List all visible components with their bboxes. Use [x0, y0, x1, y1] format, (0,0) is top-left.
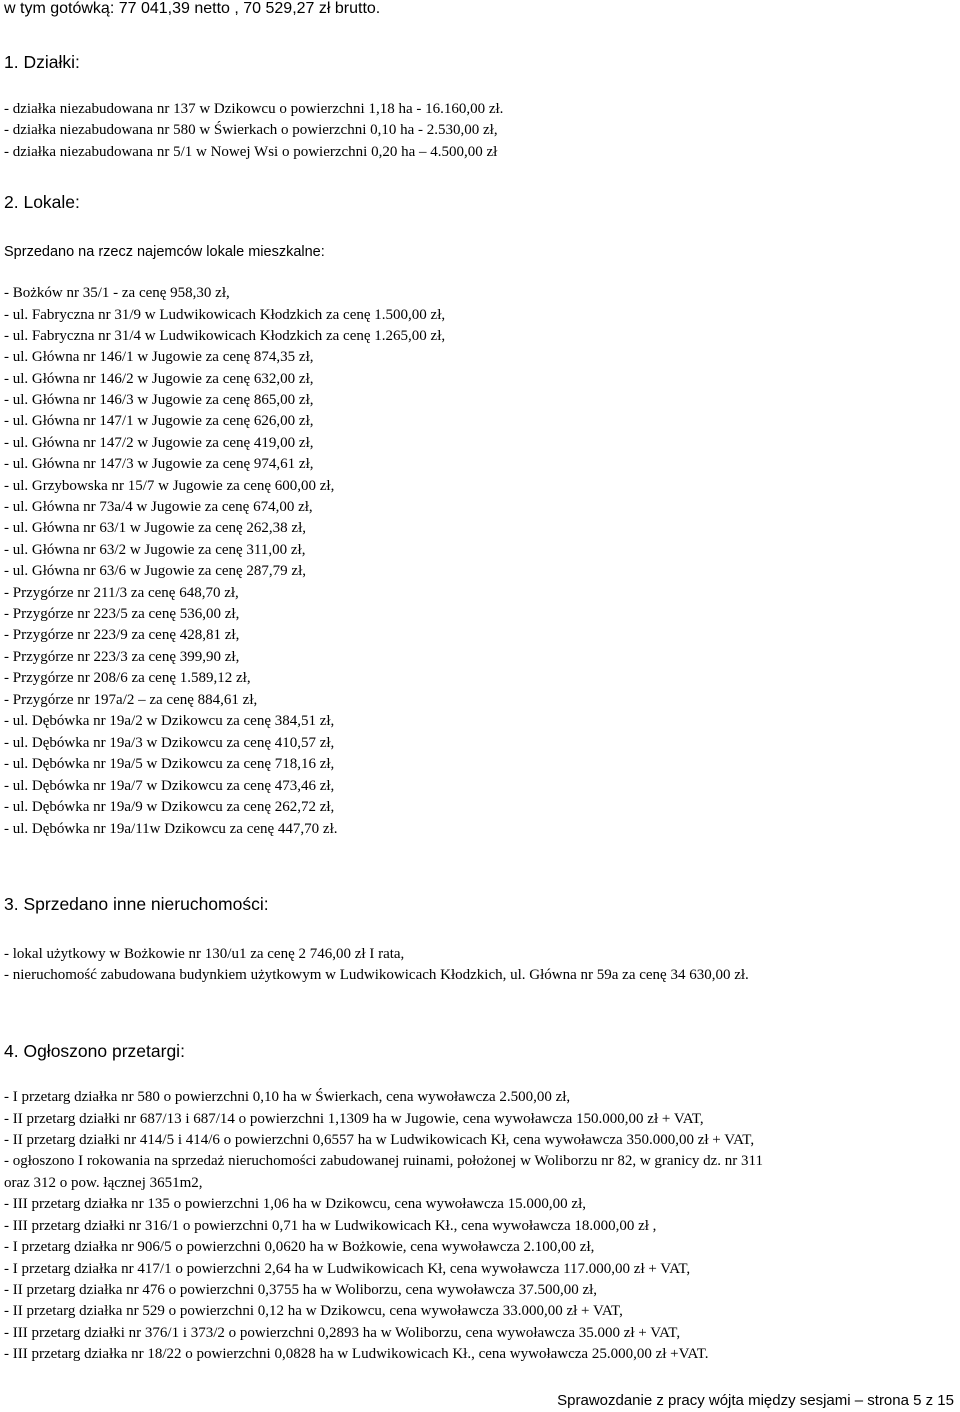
section-2-item: - ul. Dębówka nr 19a/7 w Dzikowcu za cenę 473,46 zł,	[4, 778, 335, 794]
section-2-item: - ul. Dębówka nr 19a/3 w Dzikowcu za cenę 410,57 zł,	[4, 735, 335, 751]
section-4-item: - II przetarg działki nr 414/5 i 414/6 o powierzchni 0,6557 ha w Ludwikowicach Kł, cena wywoławcza 350.000,00 zł + VAT,	[4, 1132, 755, 1148]
section-4-item: - I przetarg działka nr 906/5 o powierzchni 0,0620 ha w Bożkowie, cena wywoławcza 2.100,00 zł,	[4, 1239, 595, 1255]
section-2-item: - ul. Główna nr 147/2 w Jugowie za cenę 419,00 zł,	[4, 435, 314, 451]
section-2-item: - ul. Główna nr 63/1 w Jugowie za cenę 262,38 zł,	[4, 520, 307, 536]
section-2-item: - Przygórze nr 223/5 za cenę 536,00 zł,	[4, 606, 240, 622]
section-4-item: oraz 312 o pow. łącznej 3651m2,	[4, 1175, 203, 1191]
section-4-item: - III przetarg działka nr 18/22 o powierzchni 0,0828 ha w Ludwikowicach Kł., cena wywoławcza 25.000,00 zł +VAT.	[4, 1346, 709, 1362]
section-1-item: - działka niezabudowana nr 580 w Świerkach o powierzchni 0,10 ha - 2.530,00 zł,	[4, 122, 498, 138]
page-footer: Sprawozdanie z pracy wójta między sesjami – strona 5 z 15	[557, 1392, 954, 1409]
section-2-item: - Przygórze nr 208/6 za cenę 1.589,12 zł,	[4, 670, 251, 686]
section-2-item: - ul. Główna nr 63/6 w Jugowie za cenę 287,79 zł,	[4, 563, 307, 579]
intro-text: w tym gotówką: 77 041,39 netto , 70 529,27 zł brutto.	[4, 0, 381, 17]
section-4-item: - ogłoszono I rokowania na sprzedaż nieruchomości zabudowanej ruinami, położonej w Woliborzu nr 82, w granicy dz. nr 311	[4, 1153, 763, 1169]
section-2-item: - ul. Dębówka nr 19a/5 w Dzikowcu za cenę 718,16 zł,	[4, 756, 335, 772]
section-2-item: - ul. Dębówka nr 19a/2 w Dzikowcu za cenę 384,51 zł,	[4, 713, 335, 729]
section-2-item: - ul. Dębówka nr 19a/11w Dzikowcu za cenę 447,70 zł.	[4, 821, 338, 837]
section-4-item: - II przetarg działka nr 476 o powierzchni 0,3755 ha w Woliborzu, cena wywoławcza 37.500,00 zł,	[4, 1282, 598, 1298]
section-2-item: - ul. Fabryczna nr 31/9 w Ludwikowicach Kłodzkich za cenę 1.500,00 zł,	[4, 307, 446, 323]
section-2-item: - ul. Grzybowska nr 15/7 w Jugowie za cenę 600,00 zł,	[4, 478, 335, 494]
section-2-item: - ul. Główna nr 73a/4 w Jugowie za cenę 674,00 zł,	[4, 499, 313, 515]
section-4-item: - III przetarg działki nr 376/1 i 373/2 o powierzchni 0,2893 ha w Woliborzu, cena wywoławcza 35.000 zł + VAT,	[4, 1325, 681, 1341]
section-2-item: - ul. Fabryczna nr 31/4 w Ludwikowicach Kłodzkich za cenę 1.265,00 zł,	[4, 328, 446, 344]
section-4-item: - II przetarg działka nr 529 o powierzchni 0,12 ha w Dzikowcu, cena wywoławcza 33.000,00 zł + VAT,	[4, 1303, 623, 1319]
section-1-heading: 1. Działki:	[4, 52, 80, 72]
section-2-item: - ul. Główna nr 147/3 w Jugowie za cenę 974,61 zł,	[4, 456, 314, 472]
section-2-item: - Przygórze nr 223/9 za cenę 428,81 zł,	[4, 627, 240, 643]
section-2-item: - ul. Główna nr 146/1 w Jugowie za cenę 874,35 zł,	[4, 349, 314, 365]
section-2-item: - ul. Główna nr 146/2 w Jugowie za cenę 632,00 zł,	[4, 371, 314, 387]
section-2-item: - Bożków nr 35/1 - za cenę 958,30 zł,	[4, 285, 230, 301]
section-4-item: - III przetarg działki nr 316/1 o powierzchni 0,71 ha w Ludwikowicach Kł., cena wywoławcza 18.000,00 zł ,	[4, 1218, 657, 1234]
section-1-item: - działka niezabudowana nr 137 w Dzikowcu o powierzchni 1,18 ha - 16.160,00 zł.	[4, 101, 504, 117]
section-3-heading: 3. Sprzedano inne nieruchomości:	[4, 894, 269, 914]
section-2-item: - ul. Główna nr 63/2 w Jugowie za cenę 311,00 zł,	[4, 542, 306, 558]
section-1-item: - działka niezabudowana nr 5/1 w Nowej Wsi o powierzchni 0,20 ha – 4.500,00 zł	[4, 144, 498, 160]
section-2-item: - Przygórze nr 211/3 za cenę 648,70 zł,	[4, 585, 239, 601]
section-2-item: - Przygórze nr 223/3 za cenę 399,90 zł,	[4, 649, 240, 665]
section-2-heading: 2. Lokale:	[4, 192, 80, 212]
section-4-item: - I przetarg działka nr 580 o powierzchni 0,10 ha w Świerkach, cena wywoławcza 2.500,00 zł,	[4, 1089, 571, 1105]
section-3-item: - nieruchomość zabudowana budynkiem użytkowym w Ludwikowicach Kłodzkich, ul. Główna nr 59a za cenę 34 630,00 zł.	[4, 967, 749, 983]
section-2-item: - Przygórze nr 197a/2 – za cenę 884,61 zł,	[4, 692, 258, 708]
section-4-item: - II przetarg działki nr 687/13 i 687/14 o powierzchni 1,1309 ha w Jugowie, cena wywoławcza 150.000,00 zł + VAT,	[4, 1111, 704, 1127]
section-4-item: - I przetarg działka nr 417/1 o powierzchni 2,64 ha w Ludwikowicach Kł, cena wywoławcza 117.000,00 zł + VAT,	[4, 1261, 691, 1277]
section-2-item: - ul. Główna nr 147/1 w Jugowie za cenę 626,00 zł,	[4, 413, 314, 429]
section-4-heading: 4. Ogłoszono przetargi:	[4, 1041, 185, 1061]
section-2-subheading: Sprzedano na rzecz najemców lokale mieszkalne:	[4, 244, 325, 260]
section-2-item: - ul. Główna nr 146/3 w Jugowie za cenę 865,00 zł,	[4, 392, 314, 408]
section-2-item: - ul. Dębówka nr 19a/9 w Dzikowcu za cenę 262,72 zł,	[4, 799, 335, 815]
section-3-item: - lokal użytkowy w Bożkowie nr 130/u1 za cenę 2 746,00 zł I rata,	[4, 946, 405, 962]
section-4-item: - III przetarg działka nr 135 o powierzchni 1,06 ha w Dzikowcu, cena wywoławcza 15.000,00 zł,	[4, 1196, 587, 1212]
